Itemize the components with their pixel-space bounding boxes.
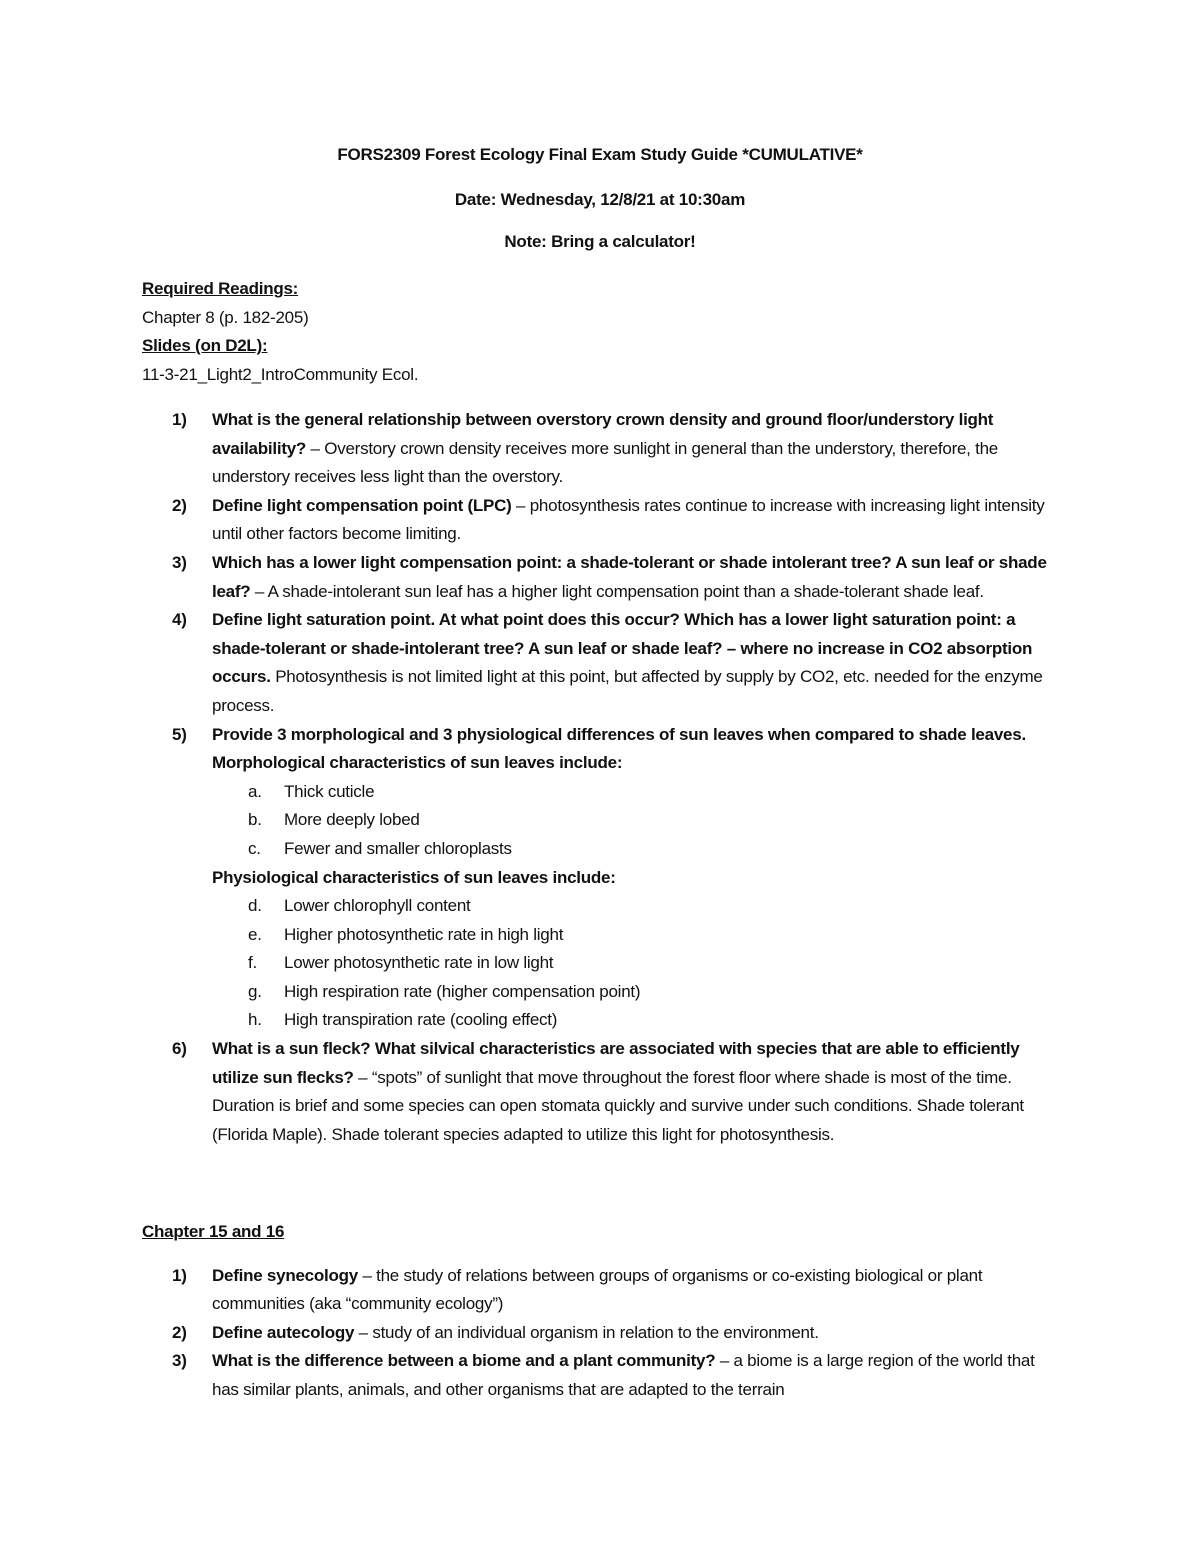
sub-item	[212, 1006, 1062, 1035]
question: Define synecology	[212, 1265, 358, 1285]
question: What is the difference between a biome and a plant community?	[212, 1351, 716, 1371]
item-number: 5)	[172, 724, 187, 744]
readings-chapter: Chapter 8 (p. 182-205)	[142, 307, 309, 327]
sub-label: g.	[248, 981, 262, 1001]
answer: – Overstory crown density receives more sunlight in general than the understory, therefore, the understory receives less light than the overstory.	[212, 438, 999, 487]
sub-item	[212, 806, 1062, 835]
sub-text: Higher photosynthetic rate in high light	[284, 924, 564, 944]
question: Define light saturation point. At what point does this occur? Which has a lower light saturation point: a shade-tolerant or shade-intolerant tree? A sun leaf or shade leaf?	[212, 610, 1016, 658]
sub-label: h.	[248, 1010, 262, 1030]
item-number: 4)	[172, 610, 187, 630]
question: What is the general relationship between overstory crown density and ground floor/understory light availability?	[212, 410, 994, 458]
answer: – the study of relations between groups of organisms or co-existing biological or plant communities (aka “community ecology”)	[212, 1265, 983, 1314]
answer: – A shade-intolerant sun leaf has a higher light compensation point than a shade-tolerant shade leaf.	[250, 581, 984, 601]
list-item	[142, 721, 1062, 778]
list-item	[142, 492, 1062, 549]
list-item	[142, 606, 1062, 720]
question: Define autecology	[212, 1322, 355, 1342]
answer: – a biome is a large region of the world that has similar plants, animals, and other organisms that are adapted to the terrain	[212, 1351, 1035, 1399]
item-number: 1)	[172, 1265, 187, 1285]
sub-item	[212, 921, 1062, 950]
slides-file: 11-3-21_Light2_IntroCommunity Ecol.	[142, 364, 419, 384]
item-number: 3)	[172, 1351, 187, 1371]
answer: – photosynthesis rates continue to increase with increasing light intensity until other factors become limiting.	[212, 495, 1045, 544]
item-number: 1)	[172, 410, 187, 429]
question: What is a sun fleck? What silvical characteristics are associated with species that are able to efficiently utilize sun flecks?	[212, 1039, 1020, 1087]
physio-heading: Physiological characteristics of sun leaves include:	[212, 867, 616, 887]
sub-item	[212, 949, 1062, 978]
answer: – “spots” of sunlight that move throughout the forest floor where shade is most of the time. Duration is brief and some species can open stomata quickly and survive under such conditions. Shade tolerant (Florida Maple). Shade tolerant species adapted to utilize this light for photosynthesis.	[212, 1067, 1024, 1144]
sub-label: a.	[248, 781, 262, 801]
answer: – study of an individual organism in relation to the environment.	[354, 1322, 819, 1342]
answer: Photosynthesis is not limited light at this point, but affected by supply by CO2, etc. needed for the enzyme process.	[212, 667, 1043, 715]
item-number: 2)	[172, 495, 187, 515]
sub-text: High transpiration rate (cooling effect)	[284, 1010, 558, 1030]
sub-item	[212, 835, 1062, 864]
slides-heading: Slides (on D2L):	[142, 336, 268, 356]
sub-text: Lower chlorophyll content	[284, 896, 471, 916]
question: Define light compensation point (LPC)	[212, 495, 512, 515]
sub-text: Thick cuticle	[284, 781, 375, 801]
item-number: 3)	[172, 552, 187, 572]
required-readings	[142, 275, 1062, 389]
document-title: FORS2309 Forest Ecology Final Exam Study Guide *CUMULATIVE*	[337, 145, 863, 164]
chapter15-section	[142, 1218, 1062, 1405]
sub-text: Lower photosynthetic rate in low light	[284, 953, 554, 973]
item-number: 6)	[172, 1039, 187, 1059]
exam-date: Date: Wednesday, 12/8/21 at 10:30am	[454, 190, 746, 209]
sub-label: d.	[248, 896, 262, 916]
list-item	[142, 549, 1062, 606]
item-number: 2)	[172, 1322, 187, 1342]
readings-heading: Required Readings:	[142, 279, 299, 298]
sub-item	[212, 778, 1062, 807]
answer-bold: – where no increase in CO2 absorption occurs.	[212, 638, 1033, 687]
list-item	[142, 1347, 1062, 1404]
question: Which has a lower light compensation point: a shade-tolerant or shade intolerant tree? A sun leaf or shade leaf?	[212, 552, 1047, 601]
list-item	[142, 1035, 1062, 1149]
chapter8-questions	[142, 406, 1062, 1149]
exam-note: Note: Bring a calculator!	[504, 232, 696, 251]
sub-text: Fewer and smaller chloroplasts	[284, 838, 512, 858]
sub-label: c.	[248, 838, 261, 858]
sub-label: b.	[248, 810, 262, 830]
chapter15-heading: Chapter 15 and 16	[142, 1222, 285, 1241]
list-item	[142, 1319, 1062, 1348]
sub-text: High respiration rate (higher compensation point)	[284, 981, 641, 1001]
sub-label: f.	[248, 953, 257, 973]
list-item	[142, 1262, 1062, 1319]
sub-label: e.	[248, 924, 262, 944]
question: Provide 3 morphological and 3 physiological differences of sun leaves when compared to shade leaves. Morphological characteristics of sun leaves include:	[212, 724, 1026, 773]
list-item	[142, 406, 1062, 492]
sub-item	[212, 978, 1062, 1007]
sub-item	[212, 892, 1062, 921]
sub-text: More deeply lobed	[284, 810, 420, 830]
